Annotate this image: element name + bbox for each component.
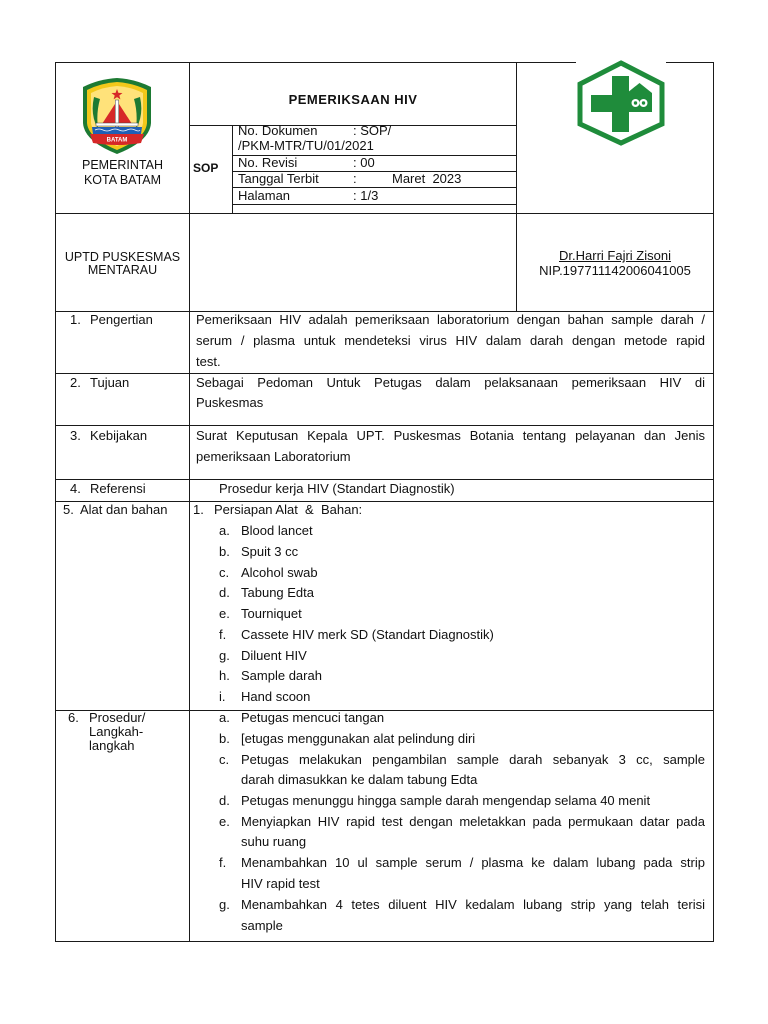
issue-date-colon: : — [353, 171, 357, 186]
logo-lettering: BATAM — [106, 137, 128, 144]
section-label-prosedur-line3: langkah — [89, 738, 135, 753]
list-item: Alcohol swab — [241, 565, 318, 580]
header-row-divider — [55, 213, 714, 214]
step-letter: e. — [219, 814, 230, 829]
paragraph-line: Puskesmas — [196, 395, 264, 410]
unit-name-line1: UPTD PUSKESMAS — [64, 250, 181, 264]
section-label-kebijakan: Kebijakan — [90, 428, 148, 443]
table-border-right — [713, 62, 714, 942]
step-text: Petugas melakukan pengambilan sample darah sebanyak 3 cc, sample — [241, 752, 705, 767]
document-title: PEMERIKSAAN HIV — [288, 92, 418, 107]
section-number: 1. — [70, 312, 81, 327]
section-number: 5. — [63, 502, 74, 517]
step-text: Menyiapkan HIV rapid test dengan meletakkan pada permukaan datar pada — [241, 814, 705, 829]
label-column-divider — [189, 62, 190, 942]
revision-value: : 00 — [353, 155, 375, 170]
section-divider — [55, 479, 714, 480]
step-letter: c. — [219, 752, 230, 767]
section-number: 6. — [68, 710, 79, 725]
step-text: darah dimasukkan ke dalam tabung Edta — [241, 772, 478, 787]
list-item: Blood lancet — [241, 523, 313, 538]
page-label: Halaman — [238, 188, 291, 203]
step-text: Petugas mencuci tangan — [241, 710, 385, 725]
signatory-nip: NIP.197711142006041005 — [539, 263, 691, 278]
section-number: 4. — [70, 481, 81, 496]
list-item-letter: b. — [219, 544, 230, 559]
step-text: [etugas menggunakan alat pelindung diri — [241, 731, 476, 746]
doc-number-label: No. Dokumen — [238, 123, 318, 138]
section-divider — [55, 373, 714, 374]
sop-label: SOP — [193, 161, 219, 175]
step-text: suhu ruang — [241, 834, 307, 849]
paragraph-line: Pemeriksaan HIV adalah pemeriksaan laboratorium dengan bahan sample darah / — [196, 312, 705, 327]
issue-date-label: Tanggal Terbit — [238, 171, 319, 186]
doc-number-value: : SOP/ — [353, 123, 392, 138]
section-label-alat-dan-bahan: Alat dan bahan — [80, 502, 168, 517]
unit-name-line2: MENTARAU — [87, 263, 158, 277]
list-item: Spuit 3 cc — [241, 544, 299, 559]
signatory-name: Dr.Harri Fajri Zisoni — [559, 248, 671, 263]
subheading: Persiapan Alat & Bahan: — [214, 502, 363, 517]
list-item: Diluent HIV — [241, 648, 307, 663]
table-border-bottom — [55, 941, 714, 942]
step-text: sample — [241, 918, 283, 933]
step-text: Menambahkan 4 tetes diluent HIV kedalam lubang strip yang telah terisi — [241, 897, 705, 912]
paragraph-line: Sebagai Pedoman Untuk Petugas dalam pelaksanaan pemeriksaan HIV di — [196, 375, 705, 390]
step-letter: d. — [219, 793, 230, 808]
table-border-left — [55, 62, 56, 942]
doc-number-value-continued: /PKM-MTR/TU/01/2021 — [238, 138, 374, 153]
section-label-pengertian: Pengertian — [90, 312, 153, 327]
step-text: Petugas menunggu hingga sample darah mengendap selama 40 menit — [241, 793, 651, 808]
list-item-letter: f. — [219, 627, 227, 642]
list-item-letter: c. — [219, 565, 230, 580]
doc-info-row-line — [232, 204, 517, 205]
list-item-letter: g. — [219, 648, 230, 663]
step-letter: a. — [219, 710, 230, 725]
list-item-letter: d. — [219, 585, 230, 600]
step-text: Menambahkan 10 ul sample serum / plasma ke dalam lubang pada strip — [241, 855, 705, 870]
puskesmas-logo — [576, 56, 666, 148]
list-item-letter: e. — [219, 606, 230, 621]
subheading-number: 1. — [193, 502, 204, 517]
list-item: Hand scoon — [241, 689, 311, 704]
gov-name-line1: PEMERINTAH — [81, 158, 164, 172]
list-item: Tabung Edta — [241, 585, 315, 600]
paragraph-line: serum / plasma untuk mendeteksi virus HIV dalam darah dengan metode rapid — [196, 333, 705, 348]
reference-text: Prosedur kerja HIV (Standart Diagnostik) — [219, 481, 455, 496]
step-letter: b. — [219, 731, 230, 746]
section-number: 2. — [70, 375, 81, 390]
section-number: 3. — [70, 428, 81, 443]
step-letter: f. — [219, 855, 227, 870]
section-divider — [55, 425, 714, 426]
page-value: : 1/3 — [353, 188, 379, 203]
list-item: Sample darah — [241, 668, 322, 683]
section-label-prosedur-line1: Prosedur/ — [89, 710, 146, 725]
gov-name-line2: KOTA BATAM — [83, 173, 162, 187]
sop-cell-divider — [232, 125, 233, 214]
paragraph-line: Surat Keputusan Kepala UPT. Puskesmas Botania tentang pelayanan dan Jenis — [196, 428, 705, 443]
paragraph-line: test. — [196, 354, 221, 369]
list-item-letter: h. — [219, 668, 230, 683]
issue-date-value: Maret 2023 — [392, 171, 462, 186]
batam-coat-of-arms-logo — [80, 77, 154, 155]
step-letter: g. — [219, 897, 230, 912]
paragraph-line: pemeriksaan Laboratorium — [196, 449, 351, 464]
section-label-referensi: Referensi — [90, 481, 146, 496]
section-label-prosedur-line2: Langkah- — [89, 724, 144, 739]
revision-label: No. Revisi — [238, 155, 298, 170]
list-item: Cassete HIV merk SD (Standart Diagnostik) — [241, 627, 494, 642]
section-divider — [55, 710, 714, 711]
section-label-tujuan: Tujuan — [90, 375, 130, 390]
list-item-letter: i. — [219, 689, 226, 704]
list-item-letter: a. — [219, 523, 230, 538]
list-item: Tourniquet — [241, 606, 302, 621]
step-text: HIV rapid test — [241, 876, 320, 891]
